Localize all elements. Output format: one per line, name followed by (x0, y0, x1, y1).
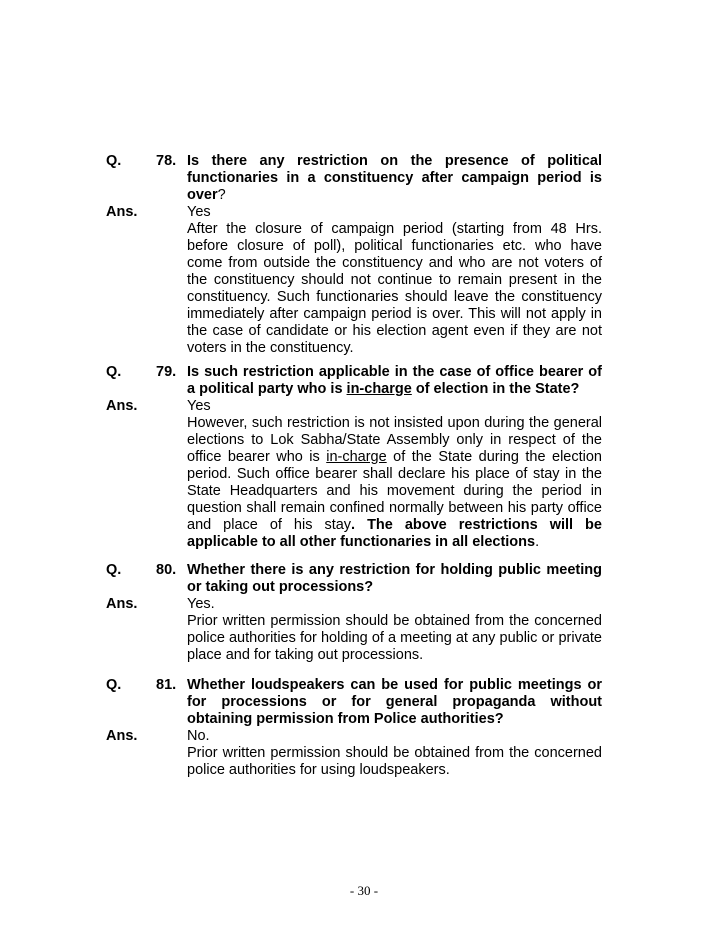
question-number: 78. (156, 153, 177, 169)
question-label: Q. (106, 562, 122, 578)
question-text: Whether loudspeakers can be used for public meetings or for processions or for general propaganda without obtaining permission from Police authorities? (187, 677, 602, 727)
question-label: Q. (106, 153, 122, 169)
answer-label: Ans. (106, 398, 138, 414)
answer-body: After the closure of campaign period (starting from 48 Hrs. before closure of poll), political functionaries etc. who have come from outside the constituency and who are not voters of the constituency should not continue to remain present in the constituency. Such functionaries should leave the constituency immediately after campaign period is over. This will not apply in the case of candidate or his election agent even if they are not voters in the constituency. (187, 221, 602, 356)
answer-text (187, 728, 602, 779)
question-number: 80. (156, 562, 177, 578)
answer-label: Ans. (106, 596, 138, 612)
answer-short: Yes. (187, 596, 215, 612)
answer-text (187, 398, 602, 551)
question-number: 79. (156, 364, 177, 380)
answer-short: Yes (187, 398, 211, 414)
question-label: Q. (106, 677, 122, 693)
answer-body: Prior written permission should be obtained from the concerned police authorities for holding of a meeting at any public or private place and for taking out processions. (187, 613, 602, 663)
answer-label: Ans. (106, 728, 138, 744)
question-text: Is there any restriction on the presence of political functionaries in a constituency after campaign period is over? (187, 153, 602, 203)
answer-label: Ans. (106, 204, 138, 220)
question-number: 81. (156, 677, 177, 693)
answer-text (187, 596, 602, 664)
question-text: Whether there is any restriction for holding public meeting or taking out processions? (187, 562, 602, 595)
answer-body: However, such restriction is not insisted upon during the general elections to Lok Sabha/State Assembly only in respect of the office bearer who is in-charge of the State during the election period. Such office bearer shall declare his place of stay in the State Headquarters and his movement during the period in question shall remain confined normally between his party office and place of his stay. The above restrictions will be applicable to all other functionaries in all elections. (187, 415, 602, 550)
answer-short: Yes (187, 204, 211, 220)
question-label: Q. (106, 364, 122, 380)
answer-body: Prior written permission should be obtained from the concerned police authorities for using loudspeakers. (187, 745, 602, 778)
page-number: - 30 - (349, 883, 379, 898)
answer-text (187, 204, 602, 357)
answer-short: No. (187, 728, 210, 744)
question-text: Is such restriction applicable in the case of office bearer of a political party who is in-charge of election in the State? (187, 364, 602, 397)
